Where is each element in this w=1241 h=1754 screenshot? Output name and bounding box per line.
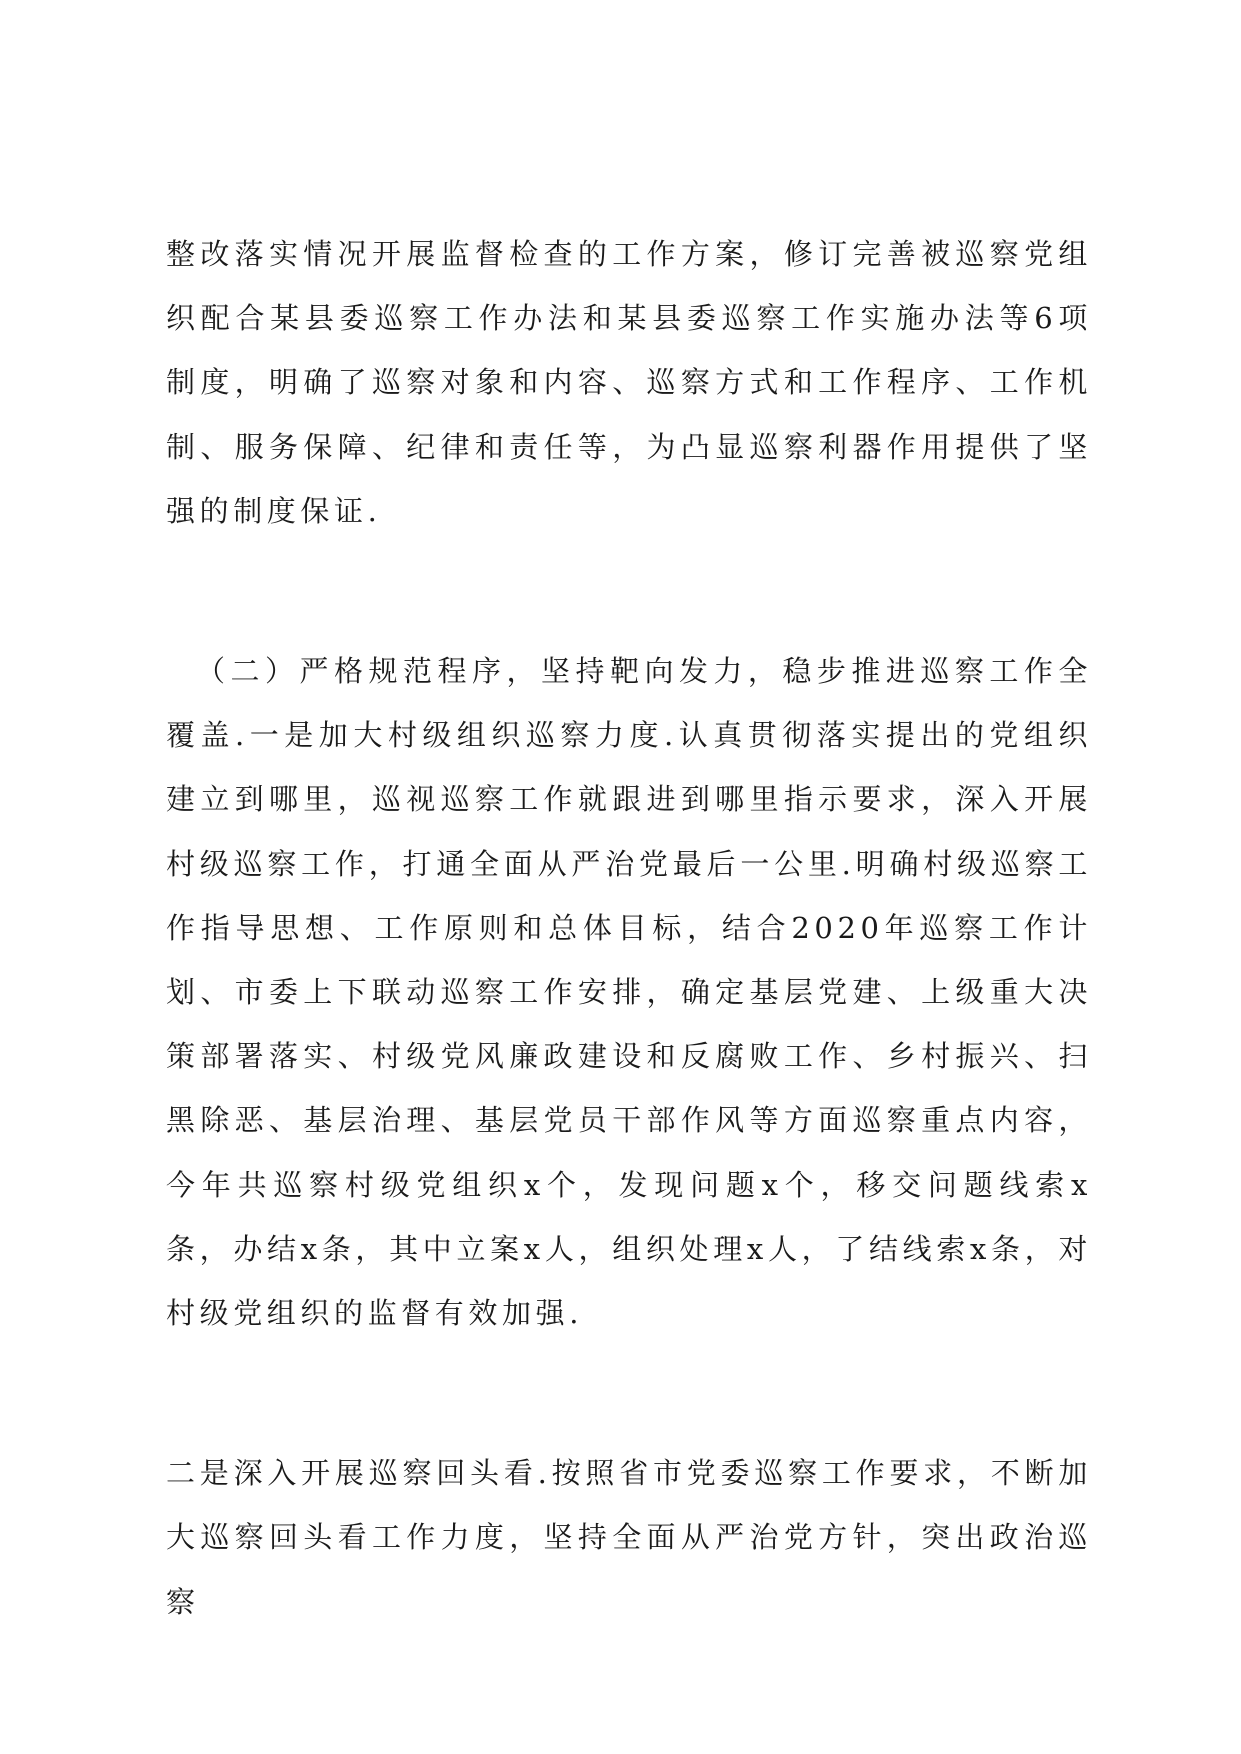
- paragraph-1: 整改落实情况开展监督检查的工作方案，修订完善被巡察党组织配合某县委巡察工作办法和某县委巡察工作实施办法等6项制度，明确了巡察对象和内容、巡察方式和工作程序、工作机制、服务保障、纪律和责任等，为凸显巡察利器作用提供了坚强的制度保证.: [166, 237, 1092, 528]
- document-body: [166, 222, 1092, 1634]
- paragraph-3: 二是深入开展巡察回头看.按照省市党委巡察工作要求，不断加大巡察回头看工作力度，坚持全面从严治党方针，突出政治巡察: [166, 1456, 1092, 1619]
- paragraph-2: （二）严格规范程序，坚持靶向发力，稳步推进巡察工作全覆盖.一是加大村级组织巡察力度.认真贯彻落实提出的党组织建立到哪里，巡视巡察工作就跟进到哪里指示要求，深入开展村级巡察工作，打通全面从严治党最后一公里.明确村级巡察工作指导思想、工作原则和总体目标，结合2020年巡察工作计划、市委上下联动巡察工作安排，确定基层党建、上级重大决策部署落实、村级党风廉政建设和反腐败工作、乡村振兴、扫黑除恶、基层治理、基层党员干部作风等方面巡察重点内容，今年共巡察村级党组织x个，发现问题x个，移交问题线索x条，办结x条，其中立案x人，组织处理x人，了结线索x条，对村级党组织的监督有效加强.: [166, 654, 1092, 1331]
